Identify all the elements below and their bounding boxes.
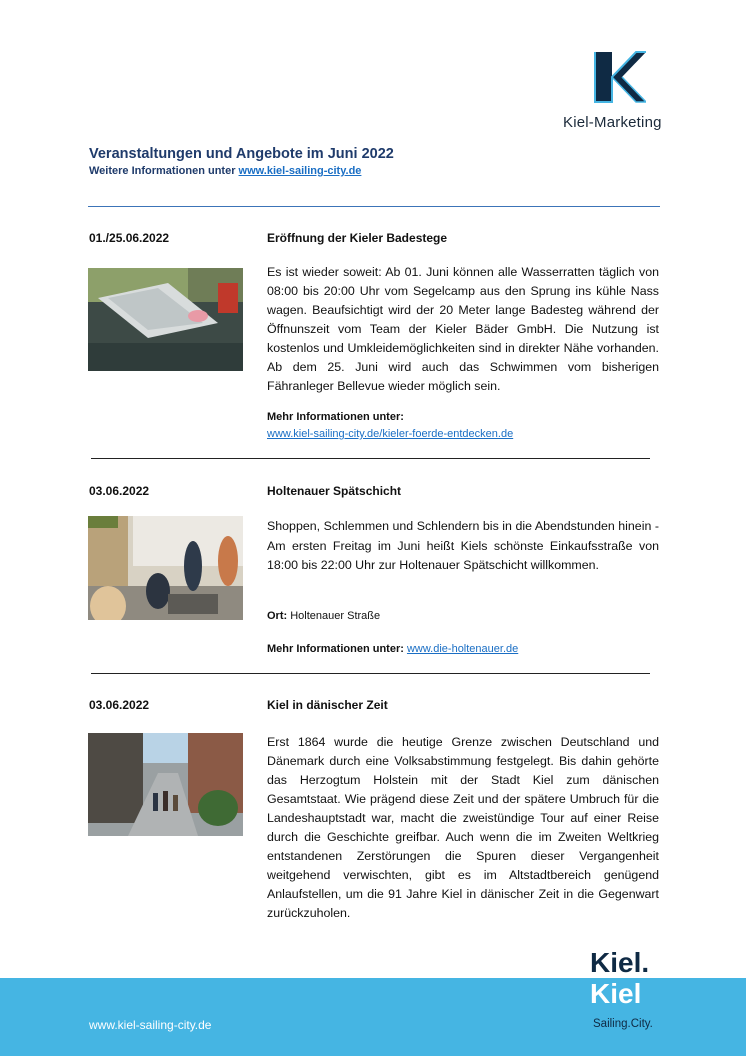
section-divider — [91, 673, 650, 674]
event-title: Kiel in dänischer Zeit — [267, 698, 388, 712]
subtitle-prefix: Weitere Informationen unter — [89, 165, 239, 177]
page-title: Veranstaltungen und Angebote im Juni 2022 — [89, 146, 394, 162]
svg-text:Kiel: Kiel — [590, 978, 642, 1005]
event-title: Eröffnung der Kieler Badestege — [267, 231, 448, 245]
kiel-sailing-city-logo — [586, 945, 676, 1005]
event-date: 01./25.06.2022 — [89, 231, 170, 245]
event-description: Shoppen, Schlemmen und Schlendern bis in die Abendstunden hinein - Am ersten Freitag im Juni heißt Kiels schönste Einkaufsstraße von 18:00 bis 22:00 Uhr zur Holtenauer Spätschicht willkommen. — [267, 519, 659, 572]
event-location: Ort: Holtenauer Straße — [267, 610, 381, 622]
event-photo-badesteg — [88, 268, 243, 371]
more-info: Mehr Informationen unter: www.die-holtenauer.de — [267, 643, 519, 655]
event-date: 03.06.2022 — [89, 698, 150, 712]
kiel-marketing-logo — [592, 50, 646, 104]
footer-tagline: Sailing.City. — [593, 1018, 653, 1030]
more-info-link[interactable]: www.die-holtenauer.de — [406, 643, 519, 655]
event-description: Es ist wieder soweit: Ab 01. Juni können alle Wasserratten täglich von 08:00 bis 20:00 Uhr vom Segelcamp aus den Sprung ins kühle Nass wagen. Beaufsichtigt wird der 20 Meter lange Badesteg während der Öffnunszeit vom Team der Kieler Bäder GmbH. Die Nutzung ist kostenlos und Umkleidemöglichkeiten sind in direkter Nähe vorhanden. Ab dem 25. Juni wird auch das Schwimmen vom bisherigen Fähranleger Bellevue wieder möglich sein. — [267, 265, 659, 393]
page-subtitle — [89, 165, 361, 177]
event-description: Erst 1864 wurde die heutige Grenze zwischen Deutschland und Dänemark durch eine Volksabstimmung festgelegt. Bis dahin gehörte das Herzogtum Holstein mit der Stadt Kiel zum dänischen Gesamtstaat. Wie prägend diese Zeit und der spätere Umbruch für die Landeshauptstadt war, macht die zweistündige Tour auf einer Reise durch die Geschichte greifbar. Auch wenn die im Zweiten Weltkrieg entstandenen Zerstörungen die Spuren dieser Vergangenheit weitgehend verwischten, gibt es im Altstadtbereich genügend Anlaufstellen, um die 91 Jahre Kiel in dänischer Zeit in die Gegenwart zurückzuholen. — [267, 735, 659, 920]
event-photo-holtenauer — [88, 516, 243, 620]
logo-text: Kiel-Marketing — [563, 114, 662, 131]
svg-text:Kiel.: Kiel. — [590, 947, 650, 978]
footer-url[interactable]: www.kiel-sailing-city.de — [89, 1018, 212, 1032]
subtitle-link[interactable]: www.kiel-sailing-city.de — [238, 165, 362, 177]
header-divider — [88, 206, 660, 207]
more-info-label: Mehr Informationen unter: — [267, 411, 404, 423]
more-info-link[interactable]: www.kiel-sailing-city.de/kieler-foerde-entdecken.de — [267, 428, 514, 440]
event-photo-altstadt — [88, 733, 243, 836]
event-date: 03.06.2022 — [89, 484, 150, 498]
section-divider — [91, 458, 650, 459]
event-title: Holtenauer Spätschicht — [267, 484, 402, 498]
